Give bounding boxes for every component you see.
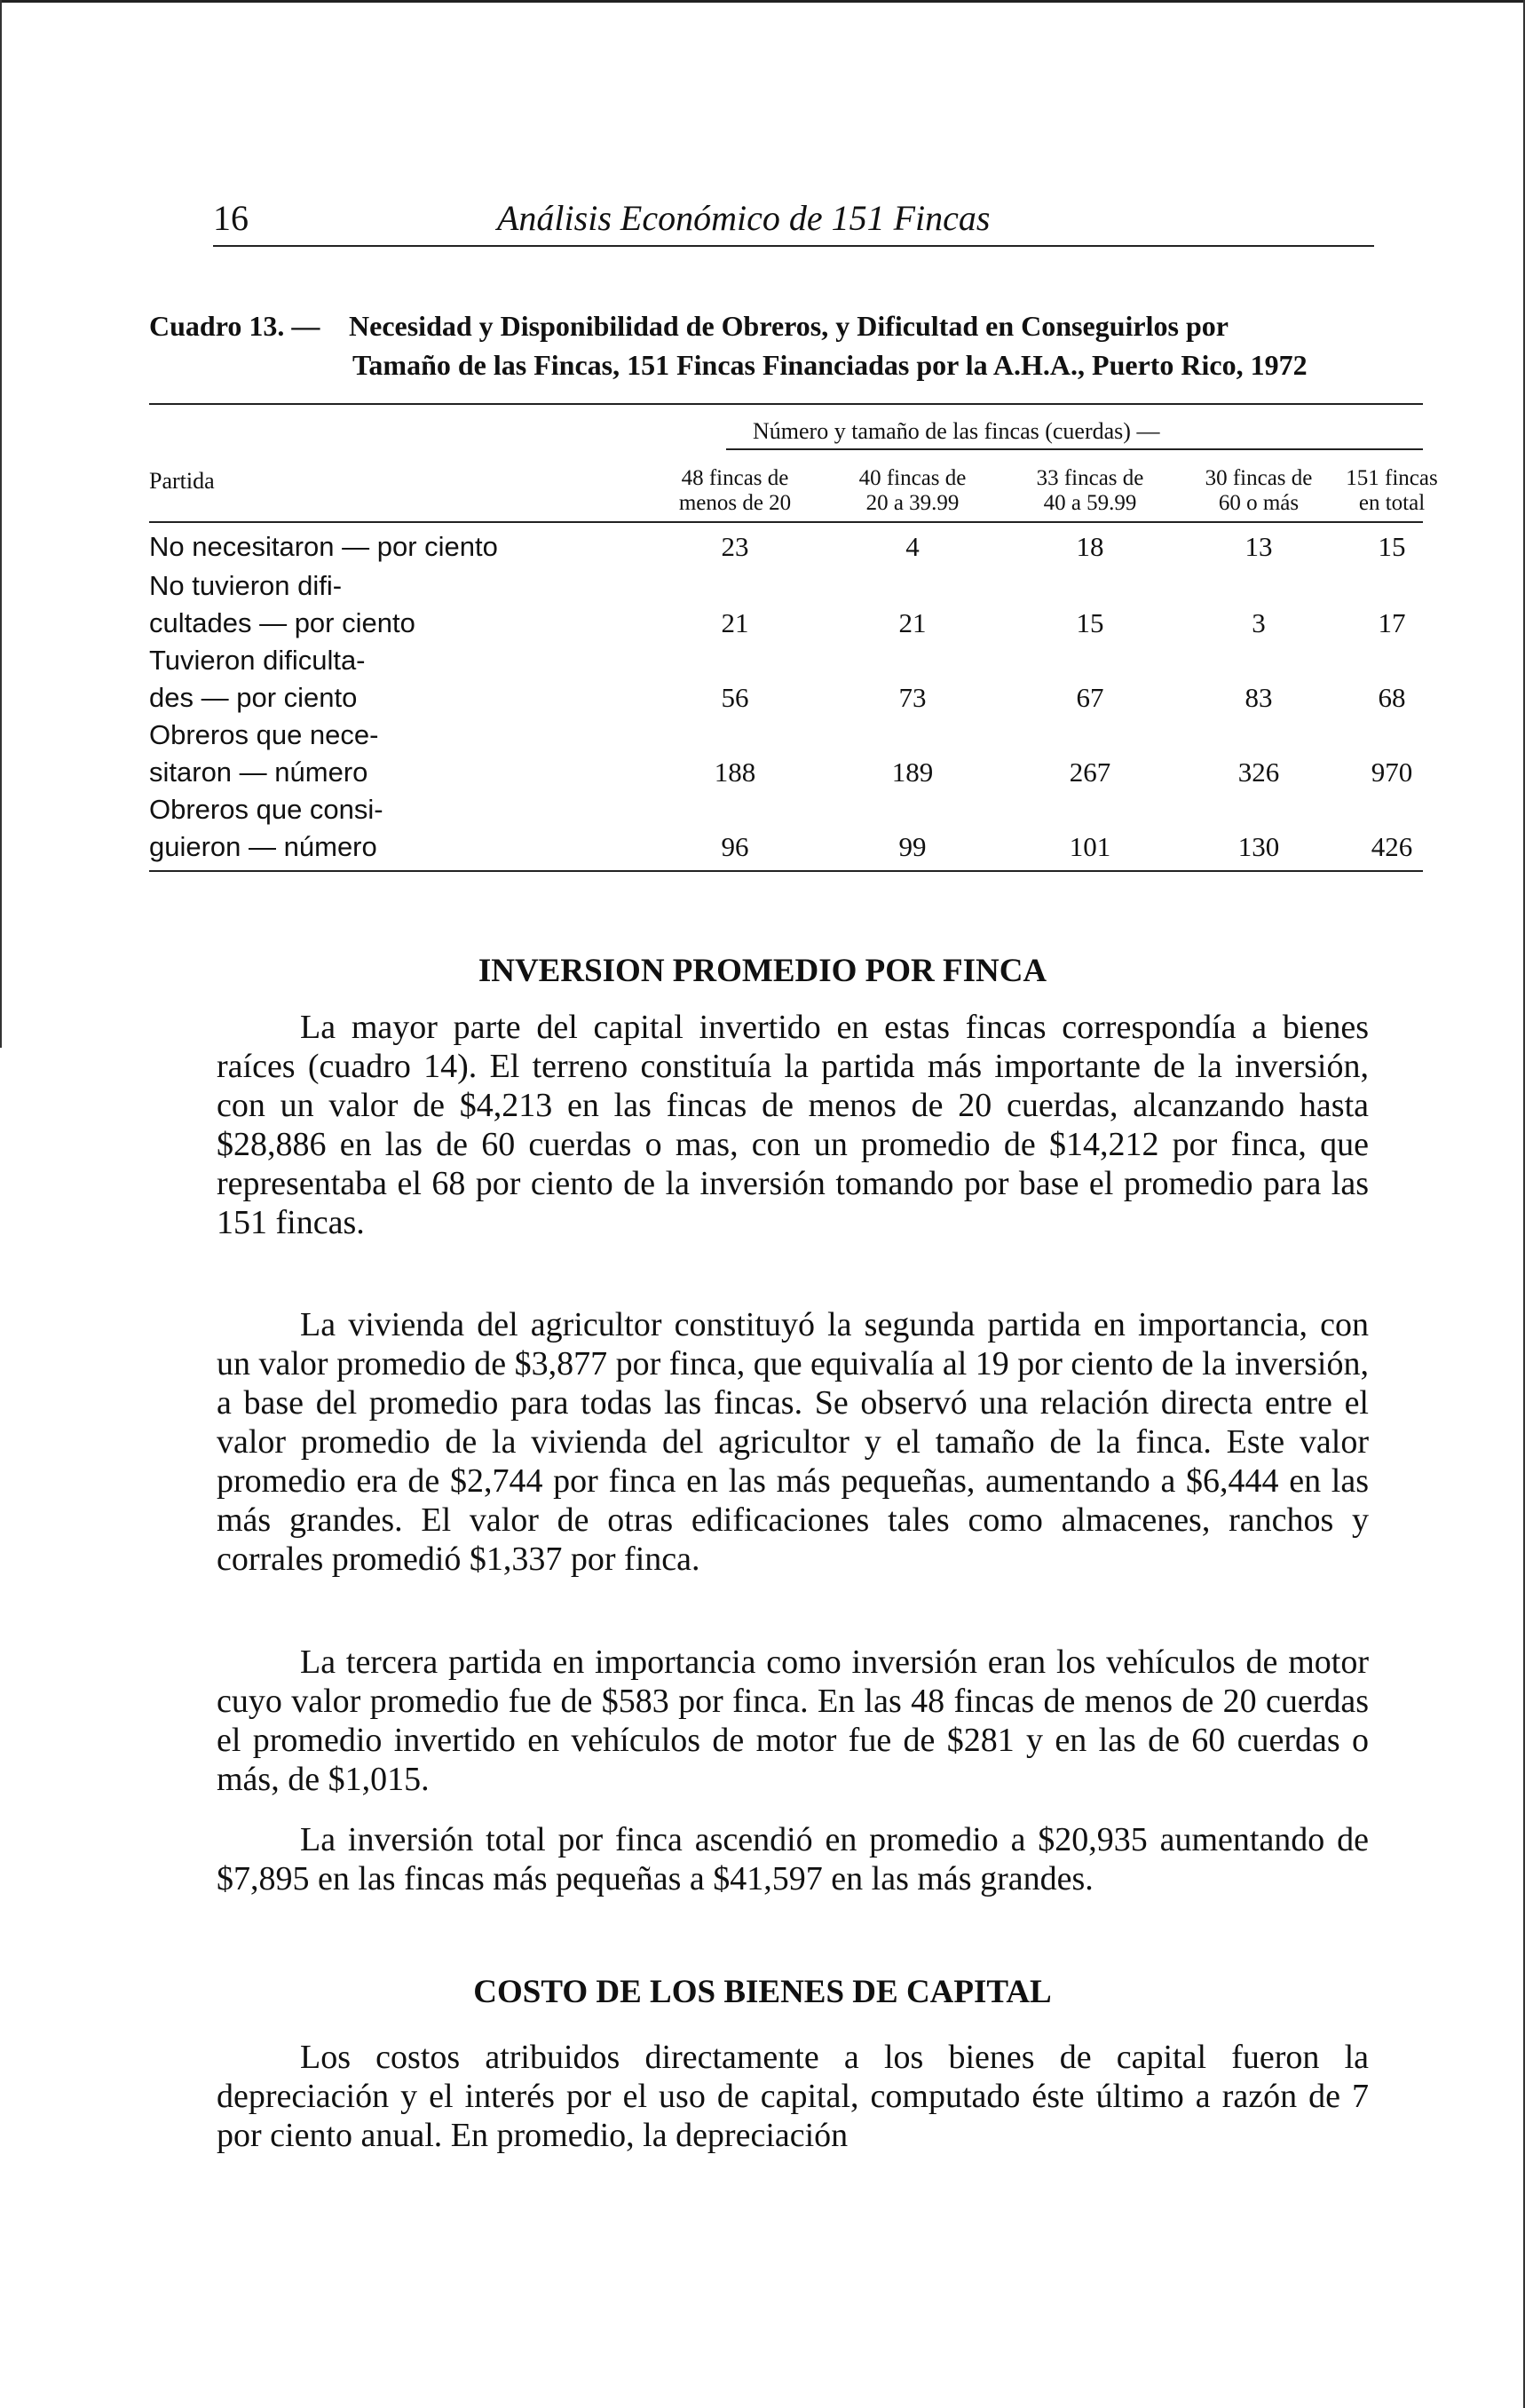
caption-line-1: [149, 306, 1427, 345]
table-cell: 21: [721, 607, 749, 638]
table-row-label: No tuvieron difi- cultades — por ciento: [149, 570, 415, 638]
paragraph: Los costos atribuidos directamente a los bienes de capital fueron la depreciación y el interés por el uso de capital, computado éste último a razón de 7 por ciento anual. En promedio, la depreciación: [217, 2039, 1369, 2154]
column-header: 33 fincas de 40 a 59.99: [1036, 466, 1144, 515]
caption-line-2: Tamaño de las Fincas, 151 Fincas Financiadas por la A.H.A., Puerto Rico, 1972: [352, 349, 1308, 381]
page-border-top: [0, 0, 1525, 3]
table-cell: 56: [721, 682, 749, 713]
table-cell: 13: [1244, 531, 1273, 562]
table-row-label: Obreros que consi- guieron — número: [149, 794, 383, 862]
paragraph: La tercera partida en importancia como inversión eran los vehículos de motor cuyo valor promedio fue de $583 por finca. En las 48 fincas de menos de 20 cuerdas el promedio invertido en vehículos de motor fue de $281 y en las de 60 cuerdas o más, de $1,015.: [217, 1644, 1369, 1798]
table-cell: 15: [1378, 531, 1406, 562]
table-cell: 267: [1069, 756, 1111, 788]
table-cell: 426: [1371, 831, 1413, 862]
page-border-left: [0, 0, 2, 1048]
table-cell: 101: [1069, 831, 1111, 862]
section-title-costo: COSTO DE LOS BIENES DE CAPITAL: [473, 1974, 1052, 2010]
table-cell: 3: [1252, 607, 1266, 638]
labor-table: [149, 404, 1438, 875]
table-cell: 130: [1237, 831, 1280, 862]
table-cell: 67: [1076, 682, 1104, 713]
table-cell: 23: [721, 531, 749, 562]
paragraph: La mayor parte del capital invertido en estas fincas correspondía a bienes raíces (cuadro 14). El terreno constituía la partida más importante de la inversión, con un valor de $4,213 en las fincas de menos de 20 cuerdas, alcanzando hasta $28,886 en las de 60 cuerdas o mas, con un promedio de $14,212 por finca, que representaba el 68 por ciento de la inversión tomando por base el promedio para las 151 fincas.: [217, 1009, 1369, 1241]
table-cell: 99: [898, 831, 927, 862]
table-cell: 326: [1237, 756, 1280, 788]
running-head: [213, 197, 1374, 250]
table-cell: 17: [1378, 607, 1406, 638]
page-number: 16: [213, 198, 249, 238]
table-bottom-rule: [149, 870, 1423, 872]
table-cell: 188: [714, 756, 756, 788]
table-cell: 4: [905, 531, 920, 562]
table-row-label: Obreros que nece- sitaron — número: [149, 719, 379, 788]
caption-text-1: Necesidad y Disponibilidad de Obreros, y Dificultad en Conseguirlos por: [349, 310, 1229, 342]
running-title: Análisis Económico de 151 Fincas: [497, 198, 991, 238]
column-header-rule: [149, 521, 1423, 523]
table-cell: 96: [721, 831, 749, 862]
column-header: 30 fincas de 60 o más: [1205, 466, 1313, 515]
table-cell: 970: [1371, 756, 1413, 788]
header-rule: [213, 245, 1374, 247]
group-header-rule: [726, 448, 1423, 450]
table-cell: 15: [1076, 607, 1104, 638]
column-header: 48 fincas de menos de 20: [678, 466, 792, 515]
row-header: Partida: [149, 468, 215, 494]
table-row-label: No necesitaron — por ciento: [149, 531, 498, 562]
paragraph: La inversión total por finca ascendió en promedio a $20,935 aumentando de $7,895 en las fincas más pequeñas a $41,597 en las más grandes.: [217, 1821, 1369, 1897]
table-cell: 73: [898, 682, 927, 713]
section-title-inversion: INVERSION PROMEDIO POR FINCA: [478, 953, 1047, 989]
table-cell: 83: [1244, 682, 1273, 713]
table-row-label: Tuvieron dificulta- des — por ciento: [149, 645, 366, 713]
table-cell: 68: [1378, 682, 1406, 713]
table-caption: [149, 306, 1427, 384]
column-header: 151 fincas en total: [1346, 466, 1438, 515]
caption-label: Cuadro 13. —: [149, 310, 320, 342]
paragraph: La vivienda del agricultor constituyó la segunda partida en importancia, con un valor promedio de $3,877 por finca, que equivalía al 19 por ciento de la inversión, a base del promedio para todas las fincas. Se observó una relación directa entre el valor promedio de la vivienda del agricultor y el tamaño de la finca. Este valor promedio era de $2,744 por finca en las más pequeñas, aumentando a $6,444 en las más grandes. El valor de otras edificaciones tales como almacenes, ranchos y corrales promedió $1,337 por finca.: [217, 1306, 1369, 1578]
column-group-header: Número y tamaño de las fincas (cuerdas) —: [753, 418, 1160, 444]
table-cell: 21: [898, 607, 927, 638]
table-cell: 18: [1076, 531, 1104, 562]
table-cell: 189: [891, 756, 934, 788]
column-header: 40 fincas de 20 a 39.99: [858, 466, 967, 515]
